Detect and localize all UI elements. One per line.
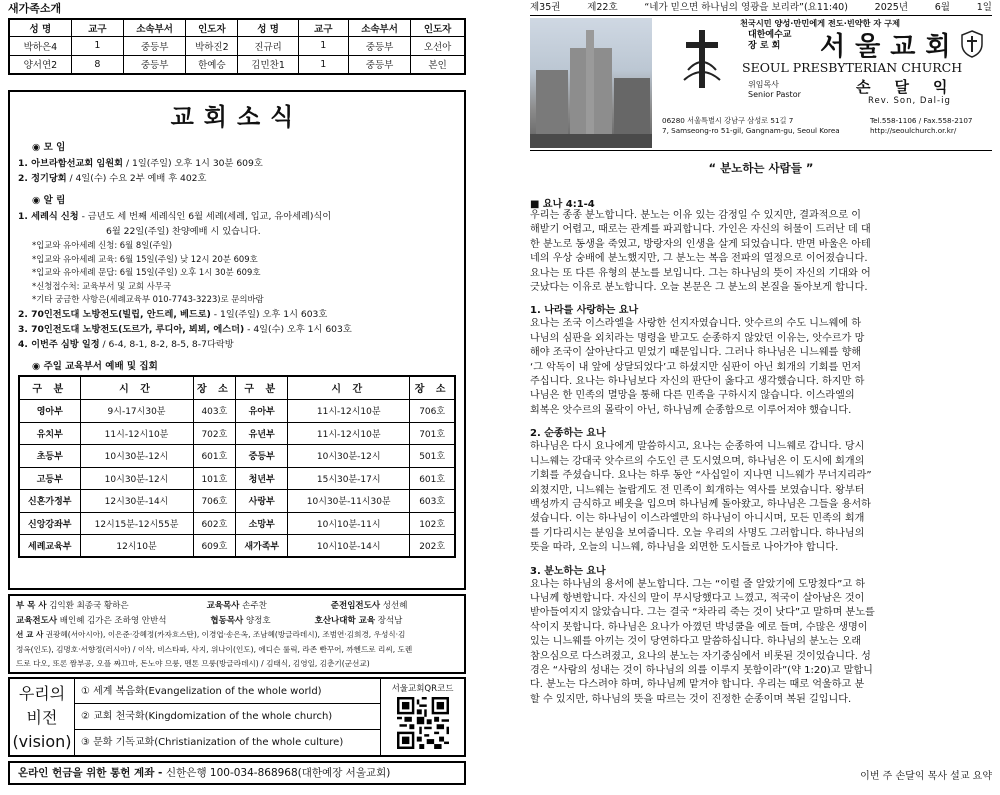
table-row [9,55,465,74]
staff-names: 성선혜 [382,601,408,611]
cell: 중등부 [123,36,185,55]
meeting-item [18,171,456,186]
text-line: 요나는 또 다른 유형의 분노를 보입니다. 그는 하나님의 뜻이 자신의 기대와 어 [530,267,871,279]
church-seal-icon [960,30,984,58]
notice-label: 4. 이번주 심방 일정 [18,338,100,350]
col-header: 성 명 [9,19,71,36]
room-cell: 702호 [193,422,236,445]
text-line: 우리는 종종 분노합니다. 분노는 이유 있는 감정일 수 있지만, 결과적으로 이 [530,210,862,221]
staff-line: 정옥(인도), 김명호·서향정(러시아) / 이삭, 비스타파, 사지, 위나이(인도), 에디슨 룰릭, 라존 빤꾸어, 까헨드로 리씨, 도렌 [16,644,413,654]
cell: 진규리 [238,36,298,55]
vision-item: ① 세계 복음화(Evangelization of the whole world) [75,679,380,704]
notice-sub: *신청접수처: 교육부서 및 교회 사무국 [32,280,172,291]
staff-label: 준전임전도사 [330,601,381,611]
department-cell: 청년부 [236,467,288,490]
vision-item: ③ 문화 기독교화(Christianization of the whole culture) [81,736,344,748]
time-cell: 10시30분-12시 [80,445,193,468]
department-cell: 영아부 [19,400,80,423]
staff-names: 권광혜(서아시아), 이은준·강혜정(카자흐스탄), 이경엽·송은옥, 조남혜(방글라데시), 조범연·김희경, 우성식·김 [45,630,406,639]
volume: 제35권 [530,2,561,13]
department-cell: 유년부 [236,422,288,445]
telephone: Tel.558-1106 / Fax.558-2107 [870,116,973,125]
cell: 중등부 [348,55,410,74]
vision-box [8,677,466,757]
cell: 중등부 [348,36,410,55]
text-line: 니느웨는 강대국 앗수르의 수도인 큰 도시였으며, 하나님은 이 도시에 회개의 [530,455,865,467]
staff-box [8,594,466,674]
col-header: 구 분 [236,376,288,400]
year: 2025년 [874,2,909,13]
notice-label: 3. 70인전도대 노방전도(도르가, 루디아, 뵈뵈, 에스더) [18,323,245,335]
time-cell: 12시10분 [80,535,193,558]
department-cell: 고등부 [19,467,80,490]
time-cell: 10시30분-11시30분 [288,490,410,513]
text-line: 참으심으로 다스려졌고, 요나의 분노는 자기중심에서 비롯된 것이었습니다. 성 [530,650,871,662]
department-cell: 신앙강좌부 [19,512,80,535]
text-line: 요나는 하나님의 용서에 분노합니다. 그는 “이럴 줄 알았기에 도망쳤다”고 하 [530,578,866,590]
text-line: 외쳤지만, 니느웨는 놀랍게도 전 민족이 회개하는 역사를 보였습니다. 왕부터 [530,484,865,496]
vision-item: ② 교회 천국화(Kingdomization of the whole church) [75,704,380,729]
meeting-label: 1. 아브라함선교회 임원회 [18,158,124,169]
room-cell: 706호 [410,400,455,423]
cell: 1 [298,36,348,55]
scripture-reference: ■ 요나 4:1-4 [530,199,595,210]
verse: “네가 믿으면 하나님의 영광을 보리라”(요11:40) [644,2,848,13]
time-cell: 11시-12시10분 [288,400,410,423]
staff-line [16,599,458,614]
sermon-title: “ 분노하는 사람들 ” [708,161,814,175]
notice-sub: *입교와 유아세례 신청: 6월 8일(주일) [32,240,173,250]
church-contact [870,116,973,136]
room-cell: 101호 [193,467,236,490]
room-cell: 706호 [193,490,236,513]
new-family-header-row [9,19,465,36]
staff-names: 손주찬 [242,601,267,611]
address-ko: 06280 서울특별시 강남구 삼성로 51길 7 [662,116,794,125]
col-header: 소속부서 [123,19,185,36]
room-cell: 202호 [410,535,455,558]
staff-names: 배인혜 김가은 조하영 안반석 [59,615,167,626]
department-cell: 신혼가정부 [19,490,80,513]
room-cell: 601호 [410,467,455,490]
text-line: 요나는 조국 이스라엘을 사랑한 선지자였습니다. 앗수르의 수도 니느웨에 하 [530,318,862,330]
text-line: 나님은 한 민족의 멸망을 통해 다른 민족을 구하시지 않습니다. 이스라엘의 [530,390,855,402]
staff-label: 부 목 사 [16,601,47,611]
church-name-english: SEOUL PRESBYTERIAN CHURCH [742,60,963,75]
meeting-item [18,156,456,171]
education-table [18,375,456,559]
qr-label: 서울교회QR코드 [391,684,454,694]
point-title: 2. 순종하는 요나 [530,428,606,440]
col-header: 구 분 [19,376,80,400]
staff-line [16,614,458,629]
text-line: 나님의 심판을 외치라는 명령을 받고도 순종하지 않았던 이유는, 앗수르가 망 [530,332,865,344]
notice-label: 1. 세례식 신청 [18,211,79,222]
col-header: 성 명 [238,19,298,36]
notice-label: 2. 70인전도대 노방전도(빌립, 안드레, 베드로) [18,308,211,320]
offering-label: 온라인 헌금을 위한 통헌 계좌 - [18,767,167,779]
text-line: 네의 우상 숭배에 분노했지만, 그 분노는 복음 전파의 열정으로 이어졌습니다. [530,253,868,265]
month: 6월 [934,2,950,13]
text-line: 할 수 있지만, 하나님의 뜻을 따르는 것이 진정한 순종이며 복된 길입니다. [530,693,852,705]
qr-code-icon[interactable] [397,697,449,749]
room-cell: 403호 [193,400,236,423]
vision-label-line: 우리의 [18,684,66,703]
point-title: 1. 나라를 사랑하는 요나 [530,305,639,317]
room-cell: 603호 [410,490,455,513]
bulletin-header-bar [530,0,992,16]
cell: 본인 [411,55,465,74]
notice-sub: *기타 궁금한 사항은(세례교육부 010-7743-3223)로 문의바람 [32,294,264,304]
staff-label: 협동목사 [210,615,244,626]
church-cross-logo-icon [682,30,722,88]
text-line: 있는 니느웨를 아끼는 것이 당연하다고 말씀하십니다. 하나님의 분노는 오래 [530,636,862,648]
department-cell: 초등부 [19,445,80,468]
col-header: 인도자 [186,19,238,36]
notice-item [18,307,456,322]
text-line: 받아들여지지 않았습니다. 그는 결국 “차라리 죽는 것이 낫다”고 말하며 분노를 [530,607,875,619]
department-cell: 사랑부 [236,490,288,513]
time-cell: 11시-12시10분 [80,422,193,445]
text-line: 하나님은 다시 요나에게 말씀하시고, 요나는 순종하여 니느웨로 갑니다. 당시 [530,441,865,453]
time-cell: 11시-12시10분 [288,422,410,445]
text-line: 나님께 항변합니다. 자신의 말이 무시당했다고 느꼈고, 적국이 살아남은 것이 [530,592,865,604]
table-row [19,535,455,558]
cell: 1 [298,55,348,74]
meeting-header: ◉ 모 임 [32,142,66,153]
sermon-point-1 [530,317,992,418]
notice-header: ◉ 알 림 [32,195,66,206]
col-header: 소속부서 [348,19,410,36]
text-line: 뜻을 따라, 오늘의 니느웨, 하나님을 외면한 도시들로 나아가야 합니다. [530,542,839,554]
table-row [19,422,455,445]
denomination [748,30,791,52]
time-cell: 15시30분-17시 [288,467,410,490]
notice-item [18,209,456,224]
church-news-box [8,90,466,590]
time-cell: 12시15분-12시55분 [80,512,193,535]
denomination-line: 대한예수교 [748,30,792,40]
text-line: 다. 분노는 다스려야 하며, 하나님께 맡겨야 합니다. 우리는 때로 억울하고 분 [530,679,865,691]
time-cell: 10시30분-12시 [80,467,193,490]
room-cell: 501호 [410,445,455,468]
church-building-photo [530,18,652,148]
room-cell: 601호 [193,445,236,468]
table-row [19,490,455,513]
table-row [19,400,455,423]
sermon-signature: 이번 주 손달익 목사 설교 요약 [860,771,992,782]
sermon-point-3 [530,578,992,708]
time-cell: 10시10분-11시 [288,512,410,535]
offering-text: 신한은행 100-034-868968(대한예장 서울교회) [166,767,391,779]
notice-sub: *입교와 유아세례 문답: 6월 15일(주일) 오후 1시 30분 609호 [32,267,261,277]
cell: 양서연2 [9,55,71,74]
col-header: 인도자 [411,19,465,36]
cell: 오선아 [411,36,465,55]
masthead [530,16,992,151]
text-line: 경은 “사람의 성내는 것이 하나님의 의를 이루지 못함이라”(약 1:20)고 말합니 [530,664,873,676]
denomination-line: 장 로 회 [748,41,781,51]
staff-line: 드로 다오, 또론 짬부공, 오플 짜끄마, 돈노야 므룽, 멘톤 므룽(방글라데시) / 김태식, 김영일, 김춘기(군선교) [16,659,370,668]
col-header: 장 소 [410,376,455,400]
church-address [662,116,840,136]
text-line: 주십니다. 요나는 하나님보다 자신의 판단이 옳다고 생각했습니다. 하지만 하 [530,376,865,388]
time-cell: 10시10분-14시 [288,535,410,558]
qr-block [380,679,464,755]
room-cell: 701호 [410,422,455,445]
sermon-point-2 [530,440,992,555]
notice-detail: - 4일(수) 오후 1시 603호 [244,323,352,335]
text-line: 한 분노로 동생을 죽였고, 방랑자의 인생을 살게 되었습니다. 반면 바울은 아테 [530,238,871,250]
cell: 박하진2 [186,36,238,55]
vision-items [75,679,380,755]
text-line: 해야 조국이 살아난다고 믿었기 때문입니다. 그러나 하나님은 니느웨를 향해 [530,347,862,359]
room-cell: 609호 [193,535,236,558]
col-header: 시 간 [288,376,410,400]
staff-label: 선 교 사 [16,630,44,639]
table-row [19,467,455,490]
text-line: 기회를 주셨습니다. 요나는 하루 동안 “사십일이 지나면 니느웨가 무너지리라” [530,470,872,482]
vision-label [10,679,75,755]
department-cell: 유치부 [19,422,80,445]
issue-number: 제22호 [587,2,618,13]
website-link[interactable]: http://seoulchurch.or.kr/ [870,126,957,135]
department-cell: 소망부 [236,512,288,535]
text-line: 삭이지 못합니다. 하나님은 요나가 아꼈던 박넝쿨을 예로 들며, 수많은 생명이 [530,621,868,633]
staff-names: 장석남 [377,615,403,626]
cell: 김민찬1 [238,55,298,74]
meeting-label: 2. 정기당회 [18,173,67,184]
edu-header-row [19,376,455,400]
right-page [530,0,992,795]
cell: 1 [71,36,123,55]
room-cell: 602호 [193,512,236,535]
vision-label-line: 비전 [26,708,58,727]
day: 1일 [976,2,992,13]
cell: 8 [71,55,123,74]
edu-header: ◉ 주일 교육부서 예배 및 집회 [32,360,158,372]
notice-detail-2: 6월 22일(주일) 찬양예배 시 있습니다. [106,226,261,237]
point-title: 3. 분노하는 요나 [530,565,606,577]
address-en: 7, Samseong-ro 51-gil, Gangnam-gu, Seoul Korea [662,126,840,135]
staff-label: 교육전도사 [16,615,58,626]
notice-detail: / 6-4, 8-1, 8-2, 8-5, 8-7다락방 [99,338,234,350]
cell: 한예승 [186,55,238,74]
left-page [8,0,466,795]
department-cell: 새가족부 [236,535,288,558]
department-cell: 세례교육부 [19,535,80,558]
text-line: 를 기다리시는 분임을 보여줍니다. 오늘 우리의 사명도 그러합니다. 하나님의 [530,527,865,539]
col-header: 교구 [71,19,123,36]
offering-account [8,761,466,785]
text-line: ‘그 악독이 내 앞에 상달되었다’고 하셨지만 심판이 아닌 회개의 기회를 먼저 [530,361,862,373]
staff-names: 김익환 최종국 황하은 [49,601,129,611]
notice-item [18,337,456,352]
cell: 박하은4 [9,36,71,55]
staff-line [16,628,458,643]
pastor-name: 손달익 [856,78,972,96]
new-family-title: 새가족소개 [8,2,62,15]
pastor-role [748,80,801,100]
text-line: 해받기 어렵고, 때로는 관계를 파괴합니다. 가인은 자신의 허물이 드러난 데 대 [530,224,871,236]
vision-label-line: (vision) [12,732,72,751]
text-line: 회복은 앗수르의 몰락이 아닌, 하나님께 순종함으로 이루어져야 했습니다. [530,404,852,416]
department-cell: 중등부 [236,445,288,468]
pastor-name-english: Rev. Son, Dal-ig [868,96,951,106]
time-cell: 12시30분-14시 [80,490,193,513]
staff-names: 양정호 [245,615,271,626]
church-tagline: 천국시민 양성·만민에게 전도·빈약한 자 구제 [740,18,900,28]
time-cell: 10시30분-12시 [288,445,410,468]
cell: 중등부 [123,55,185,74]
church-name: 서울교회 [820,32,961,62]
news-title: 교회소식 [170,102,304,131]
text-line: 셨습니다. 이는 하나님이 이스라엘만의 하나님이 아니시며, 모든 민족의 회개 [530,513,865,525]
department-cell: 유아부 [236,400,288,423]
time-cell: 9시-17시30분 [80,400,193,423]
text-line: 백성까지 금식하고 베옷을 입으며 하나님께 돌아왔고, 하나님은 그들을 용서하 [530,498,871,510]
staff-label: 교육목사 [206,601,240,611]
meeting-detail: / 1일(주일) 오후 1시 30분 609호 [123,158,263,169]
sermon-intro [530,209,992,295]
meeting-detail: / 4일(수) 수요 2부 예배 후 402호 [66,173,207,184]
notice-sub: *입교와 유아세례 교육: 6월 15일(주일) 낮 12시 20분 609호 [32,253,258,264]
new-family-table [8,18,466,75]
pastor-role-ko: 위임목사 [748,80,779,89]
col-header: 교구 [298,19,348,36]
notice-item [18,322,456,337]
col-header: 장 소 [193,376,236,400]
pastor-role-en: Senior Pastor [748,90,801,99]
table-row [19,445,455,468]
table-row [9,36,465,55]
table-row [19,512,455,535]
text-line: 긋났다는 이유로 분노합니다. 오늘 본문은 그 분노의 본질을 돌아보게 합니다. [530,282,868,294]
room-cell: 102호 [410,512,455,535]
notice-detail: - 금년도 세 번째 세례식인 6월 세례(세례, 입교, 유아세례)식이 [78,211,332,222]
staff-label: 호산나대학 교육 [314,615,376,626]
col-header: 시 간 [80,376,193,400]
notice-detail: - 1일(주일) 오후 1시 603호 [210,308,328,320]
